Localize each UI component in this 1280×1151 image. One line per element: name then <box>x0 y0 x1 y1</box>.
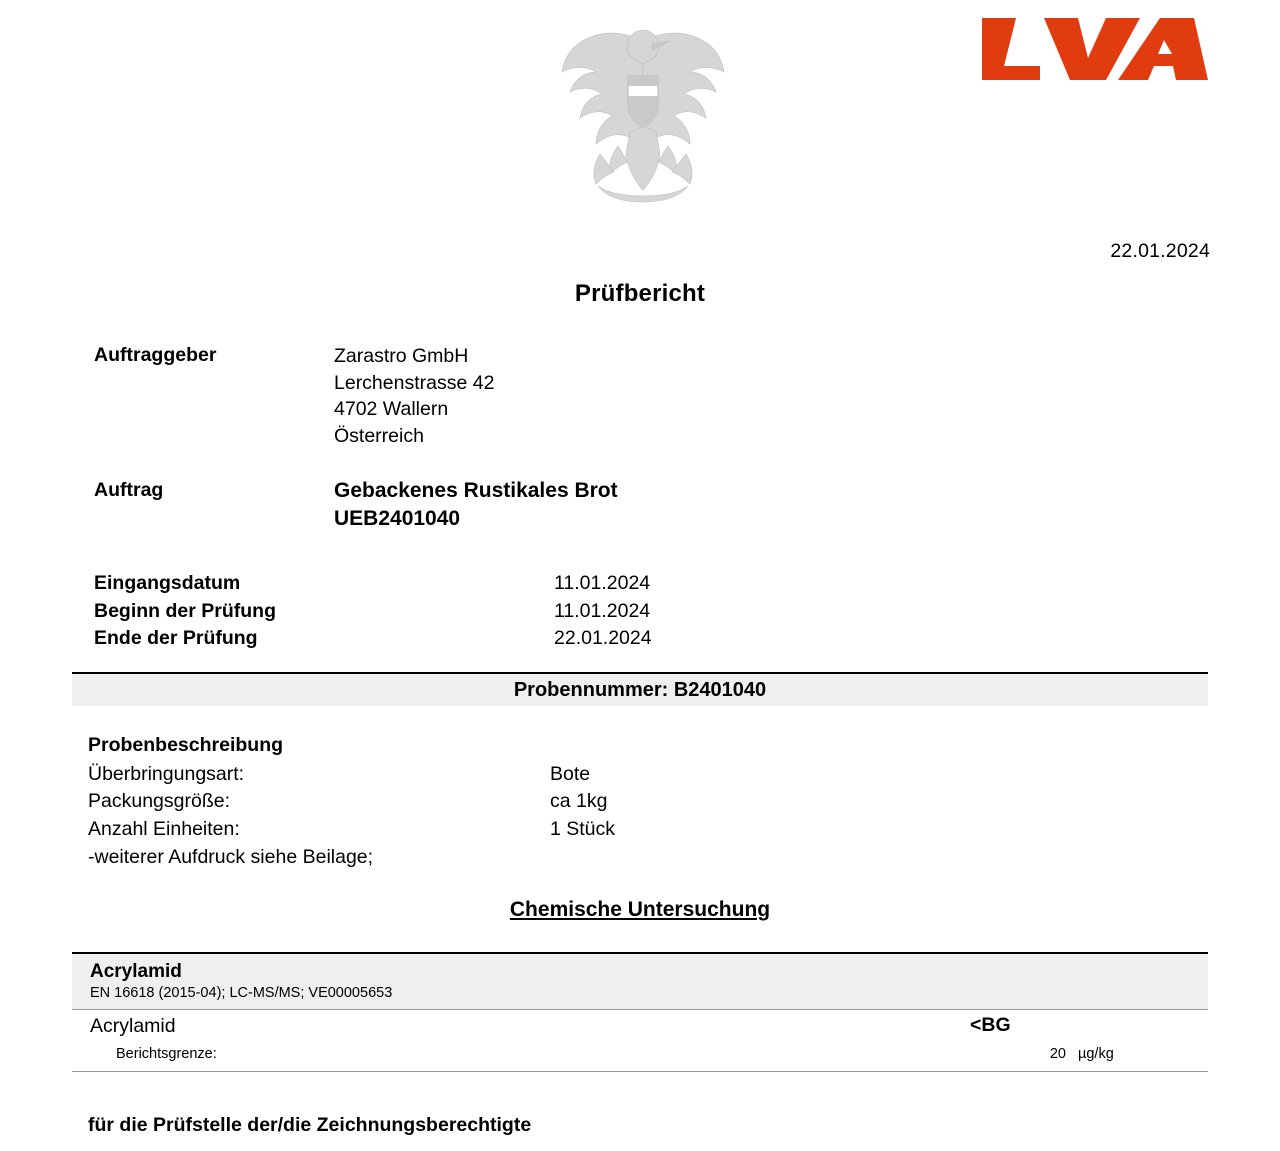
sample-field-value: Bote <box>550 762 591 785</box>
date-value: 11.01.2024 <box>554 572 651 594</box>
order-block <box>334 477 618 533</box>
sample-field-label: Überbringungsart: <box>88 762 245 785</box>
order-label: Auftrag <box>94 479 164 501</box>
sample-description-title: Probenbeschreibung <box>88 734 284 756</box>
austrian-eagle-crest-icon <box>548 14 738 204</box>
analysis-parameter: Acrylamid <box>90 1015 176 1037</box>
date-label: Beginn der Prüfung <box>94 599 276 622</box>
sample-number-bar: Probennummer: B2401040 <box>72 672 1208 706</box>
reporting-limit-label: Berichtsgrenze: <box>116 1046 217 1062</box>
analysis-group-name: Acrylamid <box>90 961 182 982</box>
analysis-result: <BG <box>970 1014 1011 1036</box>
order-name: Gebackenes Rustikales Brot <box>334 479 618 502</box>
report-header <box>0 0 1280 215</box>
table-row-subinfo <box>72 1041 1208 1072</box>
sample-description <box>88 732 616 872</box>
client-label: Auftraggeber <box>94 344 217 366</box>
analysis-method: EN 16618 (2015-04); LC-MS/MS; VE00005653 <box>90 985 393 1001</box>
reporting-limit-value: 20 <box>1049 1046 1066 1062</box>
report-date: 22.01.2024 <box>1110 240 1210 262</box>
sample-field-label: Anzahl Einheiten: <box>88 817 240 840</box>
section-heading-chemical: Chemische Untersuchung <box>509 898 771 921</box>
sample-field-row <box>88 816 616 844</box>
lva-logo <box>982 18 1208 80</box>
date-value: 11.01.2024 <box>554 599 651 622</box>
client-address-line: Zarastro GmbH <box>334 345 469 367</box>
sample-field-row <box>88 761 591 789</box>
signature-note: für die Prüfstelle der/die Zeichnungsberechtigte <box>88 1114 532 1136</box>
page-title: Prüfbericht <box>574 280 706 307</box>
client-address-line: 4702 Wallern <box>334 398 449 420</box>
date-label: Eingangsdatum <box>94 572 241 594</box>
date-label: Ende der Prüfung <box>94 627 258 649</box>
client-address-line: Österreich <box>334 424 424 447</box>
sample-field-label: Packungsgröße: <box>88 790 230 812</box>
reporting-limit-unit: µg/kg <box>1078 1046 1114 1062</box>
date-value: 22.01.2024 <box>554 627 652 649</box>
sample-note: -weiterer Aufdruck siehe Beilage; <box>88 846 374 868</box>
table-row <box>72 1009 1208 1041</box>
sample-field-value: ca 1kg <box>550 790 608 812</box>
sample-field-value: 1 Stück <box>550 817 616 840</box>
analysis-table <box>72 952 1208 1072</box>
client-address-line: Lerchenstrasse 42 <box>334 371 495 394</box>
order-number: UEB2401040 <box>334 507 461 530</box>
analysis-group-header <box>72 952 1208 1009</box>
sample-field-row <box>88 788 608 816</box>
client-address <box>334 343 494 449</box>
